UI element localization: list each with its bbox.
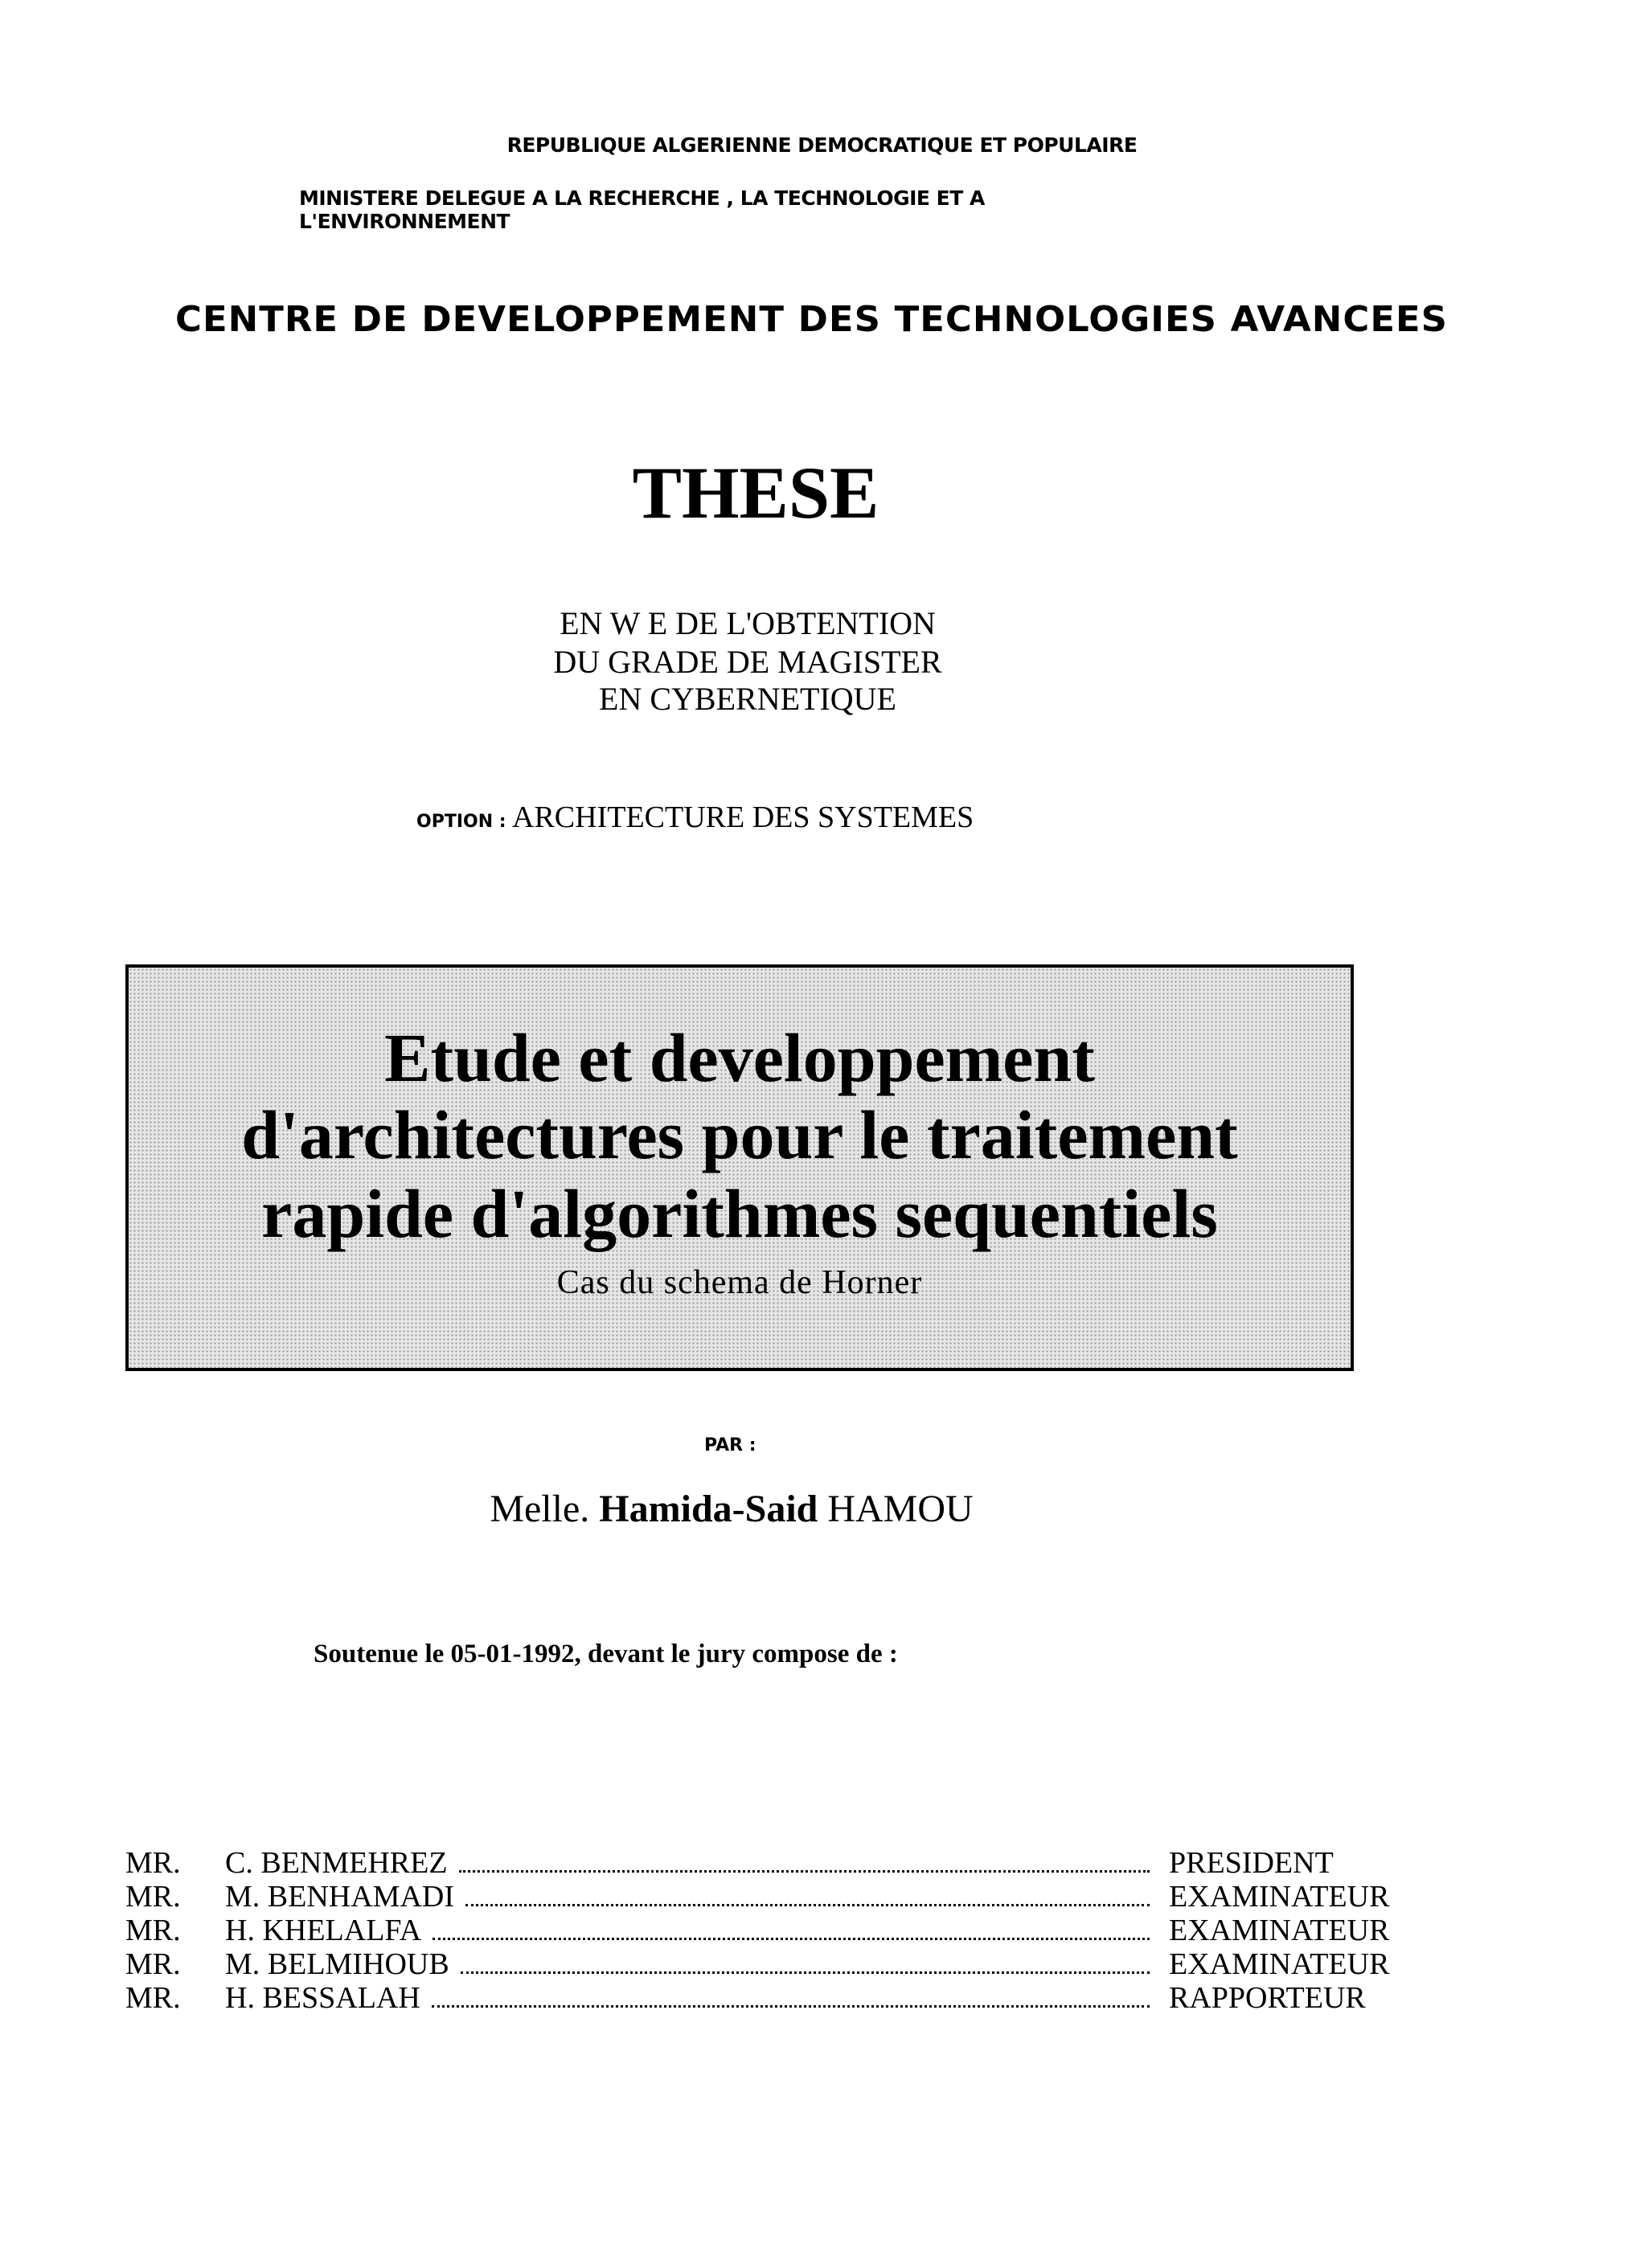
dotted-leader [432,1988,1150,2008]
jury-row [125,1879,1452,1913]
jury-title: MR. [125,1846,181,1880]
thesis-title-line-3: rapide d'algorithmes sequentiels [261,1175,1218,1252]
jury-row [125,1845,1452,1879]
obtention-line-2: DU GRADE DE MAGISTER [553,644,942,680]
jury-name: M. BELMIHOUB [225,1947,449,1981]
author-given-name: Hamida-Said [599,1488,818,1530]
jury-list [125,1845,1452,2014]
ministry-header: MINISTERE DELEGUE A LA RECHERCHE , LA TECHNOLOGIE ET A L'ENVIRONNEMENT [299,186,985,233]
defense-statement: Soutenue le 05-01-1992, devant le jury compose de : [314,1640,898,1668]
republic-header: REPUBLIQUE ALGERIENNE DEMOCRATIQUE ET POPULAIRE [506,133,1138,157]
jury-row [125,1980,1452,2014]
jury-name: H. BESSALAH [225,1981,420,2015]
option-label: OPTION : [416,812,506,832]
dotted-leader [461,1954,1150,1974]
thesis-subtitle: Cas du schema de Horner [556,1264,923,1301]
jury-title: MR. [125,1880,181,1914]
par-label: PAR : [704,1435,756,1455]
author-surname: HAMOU [827,1488,974,1530]
jury-name: H. KHELALFA [225,1914,422,1947]
jury-name: M. BENHAMADI [225,1880,454,1914]
thesis-title-box [125,964,1354,1371]
option-value: ARCHITECTURE DES SYSTEMES [512,800,974,834]
centre-name: CENTRE DE DEVELOPPEMENT DES TECHNOLOGIES AVANCEES [175,299,1449,340]
thesis-title-line-1: Etude et developpement [384,1019,1095,1096]
jury-role: EXAMINATEUR [1169,1947,1390,1981]
jury-row [125,1947,1452,1980]
jury-role: EXAMINATEUR [1169,1914,1390,1947]
dotted-leader [433,1920,1150,1940]
jury-row [125,1913,1452,1947]
jury-title: MR. [125,1914,181,1947]
obtention-line-1: EN W E DE L'OBTENTION [560,605,936,641]
dotted-leader [459,1852,1150,1873]
jury-role: EXAMINATEUR [1169,1880,1390,1914]
thesis-title-line-2: d'architectures pour le traitement [241,1096,1238,1173]
obtention-line-3: EN CYBERNETIQUE [599,681,896,717]
author-line [0,1487,1463,1531]
jury-role: PRESIDENT [1169,1846,1334,1880]
author-prefix: Melle. [490,1488,590,1530]
jury-title: MR. [125,1981,181,2015]
document-type: THESE [632,452,879,534]
option-line [416,800,974,835]
dotted-leader [465,1886,1150,1906]
jury-role: RAPPORTEUR [1169,1981,1366,2015]
jury-title: MR. [125,1947,181,1981]
jury-name: C. BENMEHREZ [225,1846,448,1880]
